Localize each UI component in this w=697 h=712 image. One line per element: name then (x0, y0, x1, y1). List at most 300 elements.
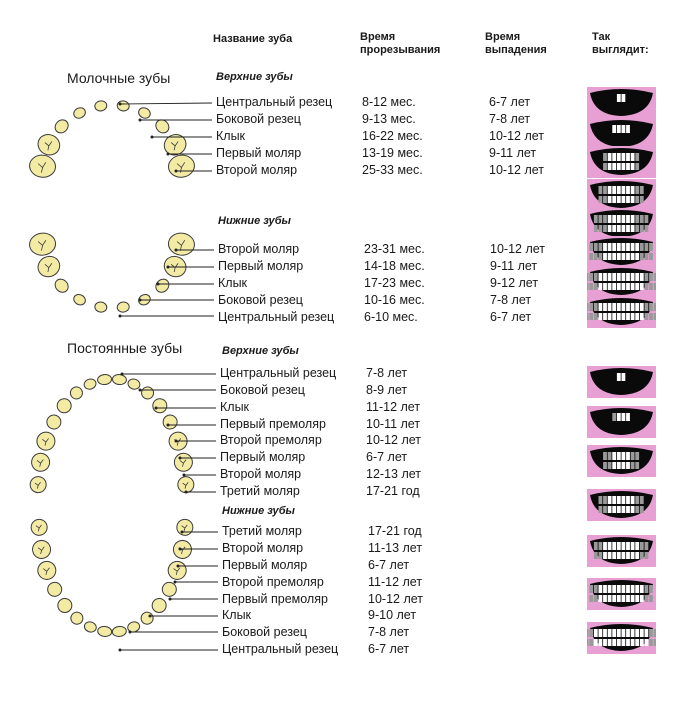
header-appearance-line1: Так (592, 31, 611, 43)
permanent-upper-name: Первый премоляр (220, 417, 326, 431)
thumb-tooth (626, 196, 630, 203)
mouth-thumbnail (587, 266, 656, 298)
thumb-tooth (612, 153, 616, 161)
permanent-upper-eruption: 10-11 лет (366, 417, 421, 431)
thumb-tooth (612, 629, 616, 637)
thumb-tooth (626, 629, 630, 637)
thumb-tooth (612, 585, 616, 593)
thumb-tooth (640, 253, 644, 260)
thumb-tooth (626, 186, 630, 194)
thumb-tooth (622, 196, 626, 203)
mouth-thumbnail (587, 622, 656, 654)
thumb-tooth (645, 215, 649, 223)
leader-dot (151, 136, 154, 139)
permanent-lower-tooth (35, 558, 59, 582)
permanent-lower-tooth (55, 596, 75, 616)
leader-line (120, 103, 212, 104)
thumb-tooth (608, 452, 612, 460)
thumb-tooth (612, 462, 616, 469)
thumb-tooth (631, 215, 635, 223)
thumb-tooth (608, 253, 612, 260)
thumb-tooth (589, 629, 593, 637)
thumb-tooth (635, 186, 639, 194)
thumb-tooth (603, 243, 607, 251)
mouth-shape (590, 181, 653, 208)
permanent-lower-tooth (31, 519, 48, 536)
thumb-tooth (589, 253, 593, 260)
thumb-tooth (626, 153, 630, 161)
thumb-tooth (631, 196, 635, 203)
thumb-tooth (635, 452, 639, 460)
permanent-upper-tooth (97, 374, 112, 385)
thumb-tooth (622, 313, 626, 320)
permanent-upper-tooth (68, 385, 84, 401)
milk-lower-tooth (52, 277, 70, 295)
thumb-tooth (599, 496, 603, 504)
permanent-upper-eruption: 11-12 лет (366, 400, 421, 414)
thumb-tooth (617, 225, 621, 232)
thumb-tooth (587, 273, 589, 281)
thumb-tooth (599, 243, 603, 251)
thumb-tooth (612, 253, 616, 260)
permanent-lower-eruption: 11-12 лет (368, 575, 423, 589)
thumb-tooth (649, 283, 653, 290)
thumb-tooth (587, 639, 589, 646)
permanent-lower-tooth (83, 620, 97, 633)
mouth-shape (590, 491, 653, 518)
mouth-shape (590, 537, 653, 564)
thumb-tooth (626, 283, 630, 290)
thumb-tooth (626, 125, 630, 133)
thumb-tooth (635, 506, 639, 513)
thumb-tooth (608, 506, 612, 513)
thumb-tooth (635, 639, 639, 646)
thumb-tooth (640, 303, 644, 311)
thumb-tooth (594, 283, 598, 290)
thumb-tooth (617, 303, 621, 311)
leader-dot (119, 649, 122, 652)
leader-dot (167, 424, 170, 427)
header-eruption-line2: прорезывания (360, 44, 441, 56)
permanent-upper-eruption: 17-21 год (366, 484, 420, 498)
thumb-tooth (603, 585, 607, 593)
leader-dot (183, 474, 186, 477)
thumb-tooth (622, 163, 626, 170)
mouth-drawing (587, 179, 656, 211)
thumb-tooth (608, 629, 612, 637)
thumb-tooth (617, 496, 621, 504)
thumb-tooth (603, 186, 607, 194)
leader-dot (119, 103, 122, 106)
mouth-shape (590, 238, 653, 265)
thumb-tooth (635, 196, 639, 203)
thumb-tooth (608, 585, 612, 593)
permanent-lower-tooth (45, 580, 65, 600)
thumb-tooth (631, 186, 635, 194)
thumb-tooth (640, 542, 644, 550)
thumb-tooth (635, 313, 639, 320)
milk-upper-tooth (94, 100, 107, 112)
thumb-tooth (631, 313, 635, 320)
mouth-shape (590, 408, 653, 435)
milk-lower-eruption: 23-31 мес. (364, 242, 425, 256)
thumb-tooth (608, 215, 612, 223)
thumb-tooth (635, 253, 639, 260)
thumb-tooth (589, 585, 593, 593)
thumb-tooth (626, 639, 630, 646)
thumb-tooth (645, 313, 649, 320)
mouth-shape (590, 298, 653, 325)
leader-dot (179, 548, 182, 551)
thumb-tooth (645, 542, 649, 550)
thumb-tooth (645, 283, 649, 290)
thumb-tooth (649, 243, 653, 251)
thumb-tooth (640, 595, 644, 602)
thumb-tooth (612, 243, 616, 251)
thumb-tooth (603, 542, 607, 550)
mouth-thumbnail (587, 406, 656, 438)
thumb-tooth (608, 153, 612, 161)
permanent-lower-eruption: 17-21 год (368, 524, 422, 538)
thumb-tooth (626, 585, 630, 593)
thumb-tooth (612, 163, 616, 170)
thumb-tooth (599, 303, 603, 311)
leader-dot (177, 565, 180, 568)
permanent-upper-name: Центральный резец (220, 366, 337, 380)
thumb-tooth (603, 595, 607, 602)
thumb-tooth (622, 243, 626, 251)
milk-upper-tooth (35, 131, 63, 159)
permanent-lower-label: Нижние зубы (222, 505, 295, 517)
thumb-tooth (589, 273, 593, 281)
thumb-tooth (622, 373, 626, 381)
thumb-tooth (654, 313, 656, 320)
thumb-tooth (603, 462, 607, 469)
thumb-tooth (617, 639, 621, 646)
milk-lower-eruption: 6-10 мес. (364, 310, 418, 324)
thumb-tooth (640, 506, 644, 513)
permanent-upper-eruption: 8-9 лет (366, 383, 408, 397)
thumb-tooth (587, 629, 589, 637)
thumb-tooth (626, 552, 630, 559)
thumb-tooth (626, 253, 630, 260)
thumb-tooth (626, 496, 630, 504)
thumb-tooth (631, 273, 635, 281)
thumb-tooth (626, 225, 630, 232)
permanent-lower-name: Центральный резец (222, 642, 339, 656)
header-tooth-name: Название зуба (213, 33, 293, 45)
mouth-drawing (587, 622, 656, 654)
thumb-tooth (594, 629, 598, 637)
thumb-tooth (617, 313, 621, 320)
milk-lower-tooth (72, 292, 87, 306)
thumb-tooth (622, 253, 626, 260)
mouth-shape (590, 268, 653, 295)
thumb-tooth (599, 506, 603, 513)
leader-dot (175, 440, 178, 443)
permanent-upper-tooth (34, 429, 58, 453)
thumb-tooth (635, 215, 639, 223)
thumb-tooth (599, 595, 603, 602)
thumb-tooth (640, 196, 644, 203)
permanent-upper-eruption: 10-12 лет (366, 433, 421, 447)
leader-dot (139, 389, 142, 392)
thumb-tooth (635, 273, 639, 281)
thumb-tooth (599, 215, 603, 223)
permanent-upper-name: Клык (220, 400, 250, 414)
milk-lower-name: Второй моляр (218, 242, 300, 256)
permanent-upper-tooth (172, 451, 194, 473)
thumb-tooth (612, 273, 616, 281)
milk-lower-tooth (153, 277, 171, 295)
thumb-tooth (640, 283, 644, 290)
permanent-lower-tooth (112, 626, 127, 637)
thumb-tooth (635, 542, 639, 550)
mouth-thumbnail (587, 445, 656, 477)
thumb-tooth (608, 496, 612, 504)
mouth-thumbnail (587, 366, 656, 398)
thumb-tooth (631, 163, 635, 170)
leader-dot (185, 491, 188, 494)
thumb-tooth (649, 303, 653, 311)
thumb-tooth (640, 585, 644, 593)
permanent-lower-name: Третий моляр (222, 524, 302, 538)
permanent-lower-name: Второй моляр (222, 541, 304, 555)
thumb-tooth (608, 283, 612, 290)
permanent-lower-tooth (31, 538, 53, 560)
permanent-lower-tooth (149, 596, 169, 616)
mouth-drawing (587, 406, 656, 438)
thumb-tooth (626, 506, 630, 513)
mouth-thumbnail (587, 236, 656, 268)
thumb-tooth (631, 462, 635, 469)
permanent-lower-tooth (165, 558, 189, 582)
thumb-tooth (626, 163, 630, 170)
thumb-tooth (631, 153, 635, 161)
thumb-tooth (622, 215, 626, 223)
thumb-tooth (617, 215, 621, 223)
mouth-drawing (587, 146, 656, 178)
thumb-tooth (622, 462, 626, 469)
thumb-tooth (594, 243, 598, 251)
permanent-lower-tooth (176, 519, 193, 536)
permanent-lower-tooth (97, 626, 112, 637)
milk-lower-loss: 7-8 лет (490, 293, 532, 307)
thumb-tooth (594, 215, 598, 223)
milk-upper-tooth (72, 106, 87, 120)
thumb-tooth (608, 552, 612, 559)
header-loss-line1: Время (485, 31, 521, 43)
thumb-tooth (617, 452, 621, 460)
header-eruption-line1: Время (360, 31, 396, 43)
thumb-tooth (589, 595, 593, 602)
milk-upper-eruption: 9-13 мес. (362, 112, 416, 126)
permanent-upper-name: Второй премоляр (220, 433, 322, 447)
leader-dot (181, 531, 184, 534)
thumb-tooth (635, 496, 639, 504)
thumb-tooth (603, 153, 607, 161)
thumb-tooth (589, 313, 593, 320)
milk-upper-name: Второй моляр (216, 163, 298, 177)
thumb-tooth (587, 313, 589, 320)
leader-dot (139, 299, 142, 302)
permanent-upper-name: Боковой резец (220, 383, 305, 397)
thumb-tooth (608, 225, 612, 232)
milk-upper-eruption: 16-22 мес. (362, 129, 423, 143)
milk-upper-loss: 10-12 лет (489, 163, 544, 177)
mouth-drawing (587, 87, 656, 119)
thumb-tooth (612, 496, 616, 504)
mouth-drawing (587, 445, 656, 477)
thumb-tooth (631, 639, 635, 646)
thumb-tooth (612, 196, 616, 203)
mouth-drawing (587, 535, 656, 567)
thumb-tooth (617, 163, 621, 170)
permanent-upper-tooth (139, 385, 155, 401)
milk-upper-tooth (28, 154, 57, 179)
thumb-tooth (645, 585, 649, 593)
thumb-tooth (645, 303, 649, 311)
thumb-tooth (617, 585, 621, 593)
mouth-drawing (587, 266, 656, 298)
thumb-tooth (626, 313, 630, 320)
thumb-tooth (594, 303, 598, 311)
thumb-tooth (599, 542, 603, 550)
thumb-tooth (603, 225, 607, 232)
milk-lower-eruption: 10-16 мес. (364, 293, 425, 307)
milk-upper-name: Первый моляр (216, 146, 302, 160)
thumb-tooth (599, 313, 603, 320)
milk-upper-eruption: 8-12 мес. (362, 95, 416, 109)
thumb-tooth (612, 506, 616, 513)
thumb-tooth (631, 283, 635, 290)
thumb-tooth (599, 273, 603, 281)
thumb-tooth (612, 283, 616, 290)
thumb-tooth (603, 452, 607, 460)
thumb-tooth (635, 462, 639, 469)
thumb-tooth (626, 462, 630, 469)
thumb-tooth (594, 273, 598, 281)
thumb-tooth (608, 163, 612, 170)
milk-lower-eruption: 17-23 мес. (364, 276, 425, 290)
thumb-tooth (608, 303, 612, 311)
thumb-tooth (599, 585, 603, 593)
thumb-tooth (640, 552, 644, 559)
thumb-tooth (622, 595, 626, 602)
thumb-tooth (640, 313, 644, 320)
thumb-tooth (612, 215, 616, 223)
thumb-tooth (594, 595, 598, 602)
thumb-tooth (612, 225, 616, 232)
thumb-tooth (617, 462, 621, 469)
milk-upper-name: Клык (216, 129, 246, 143)
permanent-lower-eruption: 6-7 лет (368, 642, 410, 656)
header-appearance-line2: выглядит: (592, 44, 649, 56)
permanent-upper-tooth (150, 396, 170, 416)
thumb-tooth (589, 639, 593, 646)
thumb-tooth (603, 163, 607, 170)
permanent-upper-tooth (112, 374, 127, 385)
thumb-tooth (626, 303, 630, 311)
milk-upper-label: Верхние зубы (216, 71, 293, 83)
thumb-tooth (654, 273, 656, 281)
thumb-tooth (622, 629, 626, 637)
thumb-tooth (631, 585, 635, 593)
milk-lower-tooth (94, 301, 107, 313)
thumb-tooth (603, 215, 607, 223)
thumb-tooth (635, 629, 639, 637)
thumb-tooth (589, 303, 593, 311)
thumb-tooth (640, 215, 644, 223)
thumb-tooth (608, 313, 612, 320)
milk-upper-loss: 6-7 лет (489, 95, 531, 109)
thumb-tooth (640, 639, 644, 646)
leader-dot (157, 283, 160, 286)
mouth-thumbnail (587, 87, 656, 119)
section-title-milk-teeth: Молочные зубы (67, 70, 171, 86)
mouth-shape (590, 624, 653, 651)
thumb-tooth (635, 163, 639, 170)
thumb-tooth (626, 215, 630, 223)
thumb-tooth (631, 452, 635, 460)
permanent-upper-tooth (30, 476, 47, 493)
thumb-tooth (594, 542, 598, 550)
mouth-drawing (587, 296, 656, 328)
thumb-tooth (617, 94, 621, 102)
thumb-tooth (626, 452, 630, 460)
thumb-tooth (603, 283, 607, 290)
thumb-tooth (617, 283, 621, 290)
thumb-tooth (626, 243, 630, 251)
milk-upper-tooth (52, 117, 70, 135)
thumb-tooth (654, 639, 656, 646)
milk-lower-name: Первый моляр (218, 259, 304, 273)
mouth-shape (590, 447, 653, 474)
leader-dot (167, 153, 170, 156)
thumb-tooth (649, 595, 653, 602)
permanent-upper-tooth (44, 412, 64, 432)
thumb-tooth (617, 196, 621, 203)
milk-lower-label: Нижние зубы (218, 215, 291, 227)
permanent-upper-name: Второй моляр (220, 467, 302, 481)
permanent-upper-tooth (83, 378, 97, 391)
milk-lower-loss: 9-12 лет (490, 276, 539, 290)
thumb-tooth (645, 639, 649, 646)
thumb-tooth (608, 595, 612, 602)
milk-lower-loss: 9-11 лет (490, 259, 538, 273)
thumb-tooth (599, 552, 603, 559)
milk-lower-name: Боковой резец (218, 293, 303, 307)
mouth-drawing (587, 236, 656, 268)
milk-upper-eruption: 13-19 мес. (362, 146, 423, 160)
thumb-tooth (608, 243, 612, 251)
mouth-shape (590, 580, 653, 607)
thumb-tooth (617, 153, 621, 161)
thumb-tooth (612, 552, 616, 559)
milk-upper-tooth (167, 154, 196, 179)
milk-lower-tooth (28, 232, 57, 257)
thumb-tooth (626, 542, 630, 550)
leader-dot (155, 407, 158, 410)
thumb-tooth (612, 186, 616, 194)
thumb-tooth (635, 225, 639, 232)
mouth-shape (590, 148, 653, 175)
thumb-tooth (612, 125, 616, 133)
thumb-tooth (603, 506, 607, 513)
permanent-lower-eruption: 7-8 лет (368, 625, 410, 639)
thumb-tooth (594, 313, 598, 320)
milk-lower-tooth (116, 301, 129, 313)
